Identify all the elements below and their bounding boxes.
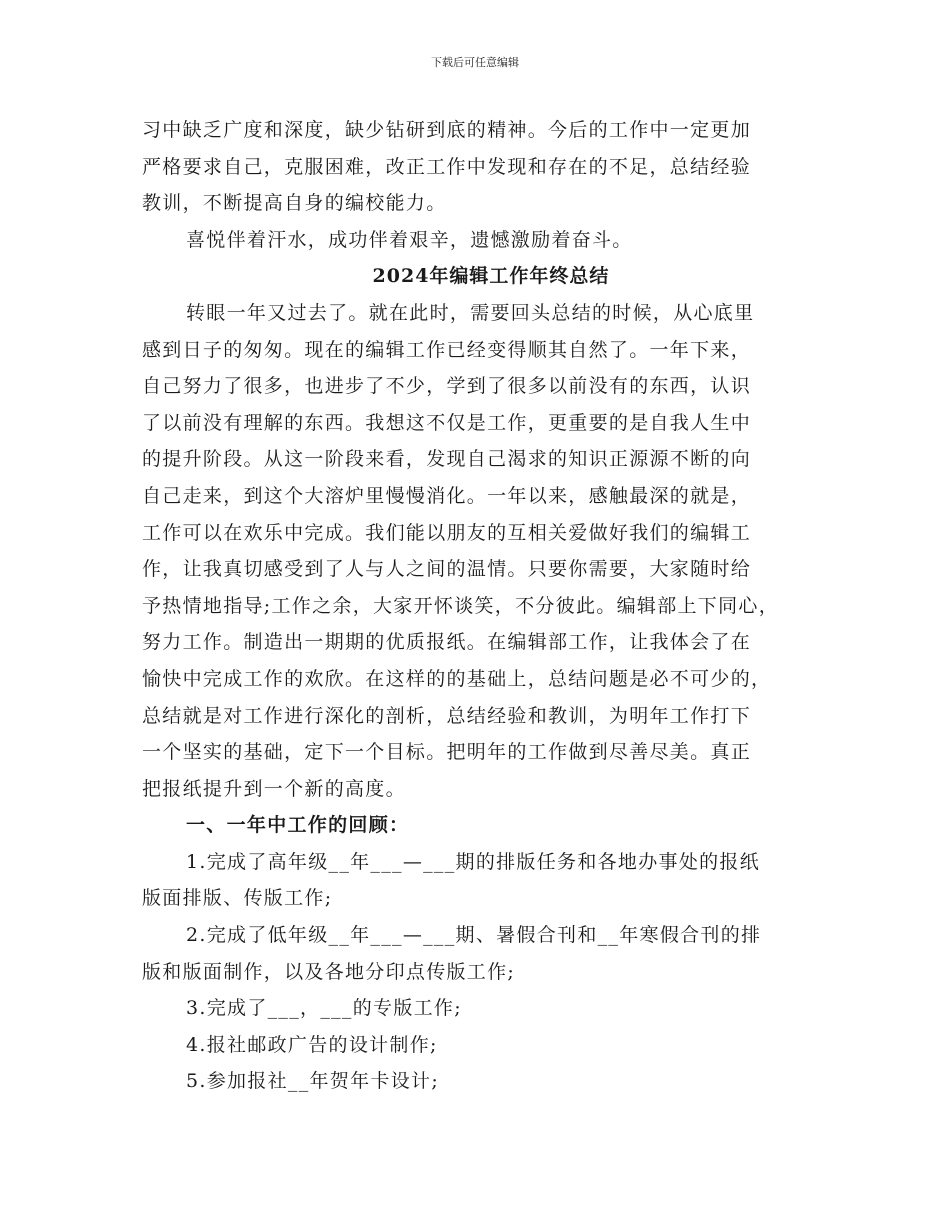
- paragraph-line: 转眼一年又过去了。就在此时，需要回头总结的时候，从心底里: [186, 301, 755, 324]
- paragraph-line: 版和版面制作，以及各地分印点传版工作;: [142, 960, 516, 983]
- paragraph-line: 总结就是对工作进行深化的剖析，总结经验和教训，为明年工作打下: [142, 704, 752, 727]
- paragraph-line: 予热情地指导;工作之余，大家开怀谈笑，不分彼此。编辑部上下同心，: [142, 594, 780, 617]
- paragraph-line: 自己走来，到这个大溶炉里慢慢消化。一年以来，感触最深的就是，: [142, 484, 752, 507]
- paragraph-line: 了以前没有理解的东西。我想这不仅是工作，更重要的是自我人生中: [142, 411, 752, 434]
- paragraph-line: 喜悦伴着汗水，成功伴着艰辛，遗憾激励着奋斗。: [186, 228, 633, 251]
- paragraph-line: 习中缺乏广度和深度，缺少钻研到底的精神。今后的工作中一定更加: [142, 119, 752, 141]
- paragraph-line: 5.参加报社__年贺年卡设计;: [186, 1070, 440, 1093]
- document-body: [142, 112, 812, 1100]
- paragraph-line: 努力工作。制造出一期期的优质报纸。在编辑部工作，让我体会了在: [142, 631, 752, 654]
- paragraph-line: 自己努力了很多，也进步了不少，学到了很多以前没有的东西，认识: [142, 375, 752, 398]
- document-title: 2024年编辑工作年终总结: [372, 265, 610, 288]
- paragraph-line: 1.完成了高年级__年___—___期的排版任务和各地办事处的报纸: [186, 850, 761, 873]
- paragraph-line: 4.报社邮政广告的设计制作;: [186, 1033, 438, 1056]
- page-header: 下载后可任意编辑: [431, 56, 519, 69]
- paragraph-line: 作，让我真切感受到了人与人之间的温情。只要你需要，大家随时给: [142, 558, 752, 581]
- paragraph-line: 教训，不断提高自身的编校能力。: [142, 192, 447, 215]
- paragraph-line: 3.完成了___，___的专版工作;: [186, 997, 462, 1020]
- paragraph-line: 愉快中完成工作的欢欣。在这样的的基础上，总结问题是必不可少的，: [142, 667, 772, 690]
- paragraph-line: 把报纸提升到一个新的高度。: [142, 777, 406, 800]
- section-heading: 一、一年中工作的回顾：: [186, 814, 410, 837]
- paragraph-line: 感到日子的匆匆。现在的编辑工作已经变得顺其自然了。一年下来，: [142, 338, 752, 361]
- paragraph-line: 版面排版、传版工作;: [142, 887, 333, 910]
- paragraph-line: 的提升阶段。从这一阶段来看，发现自己渴求的知识正源源不断的向: [142, 448, 752, 471]
- paragraph-line: 工作可以在欢乐中完成。我们能以朋友的互相关爱做好我们的编辑工: [142, 521, 752, 544]
- paragraph-line: 一个坚实的基础，定下一个目标。把明年的工作做到尽善尽美。真正: [142, 741, 752, 764]
- paragraph-line: 2.完成了低年级__年___—___期、暑假合刊和__年寒假合刊的排: [186, 924, 762, 947]
- paragraph-line: 严格要求自己，克服困难，改正工作中发现和存在的不足，总结经验: [142, 155, 752, 178]
